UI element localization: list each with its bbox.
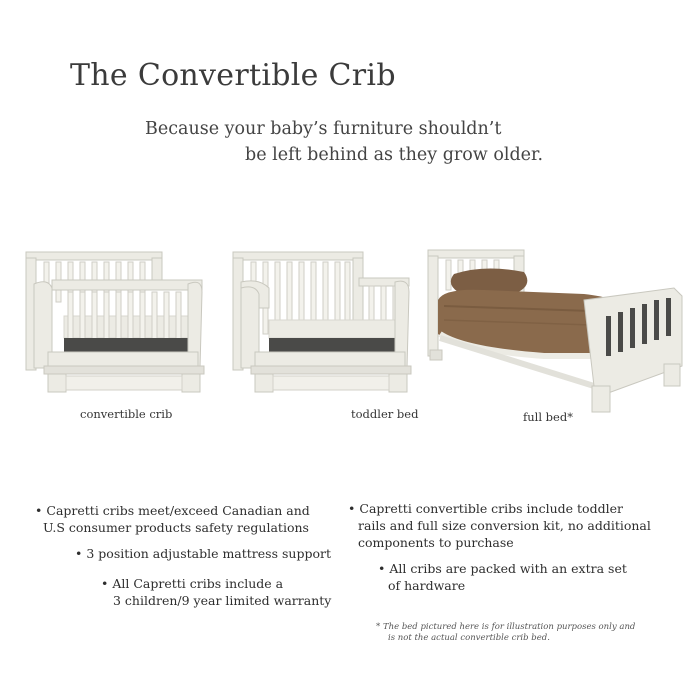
bullet-text-cont: of hardware	[388, 578, 466, 593]
bullet-warranty	[101, 575, 331, 609]
convertible-crib-image	[22, 248, 207, 398]
bullet-text: Capretti cribs meet/exceed Canadian and	[46, 503, 310, 518]
footnote-line-1: The bed pictured here is for illustration purposes only and	[382, 622, 636, 632]
bullet-marker: •	[378, 561, 386, 576]
bullet-mattress	[75, 545, 331, 562]
bullet-text-cont: components to purchase	[358, 535, 514, 550]
bullet-text: 3 position adjustable mattress support	[86, 546, 331, 561]
bullet-conversion-kit	[348, 500, 651, 551]
bullet-text: All cribs are packed with an extra set	[389, 561, 627, 576]
bullet-marker: •	[75, 546, 83, 561]
page-title: The Convertible Crib	[70, 58, 396, 93]
footnote-line-2: is not the actual convertible crib bed.	[388, 633, 550, 643]
footnote	[376, 622, 635, 644]
bullet-text-cont: 3 children/9 year limited warranty	[113, 593, 332, 608]
bullet-marker: •	[348, 501, 356, 516]
bullet-marker: •	[35, 503, 43, 518]
caption-convertible-crib: convertible crib	[80, 407, 173, 421]
footnote-marker: *	[376, 622, 381, 632]
bullet-text: Capretti convertible cribs include toddler	[359, 501, 623, 516]
caption-full-bed: full bed*	[523, 410, 573, 424]
caption-toddler-bed: toddler bed	[351, 407, 419, 421]
subtitle-line-2: be left behind as they grow older.	[245, 145, 544, 165]
bullet-text-cont: U.S consumer products safety regulations	[43, 520, 309, 535]
full-bed-image	[424, 246, 690, 421]
bullet-text-cont: rails and full size conversion kit, no additional	[358, 518, 651, 533]
bullet-safety	[35, 502, 310, 536]
toddler-bed-image	[229, 248, 414, 398]
subtitle-line-1: Because your baby’s furniture shouldn’t	[145, 119, 502, 139]
bullet-text: All Capretti cribs include a	[112, 576, 284, 591]
bullet-marker: •	[101, 576, 109, 591]
bullet-hardware	[378, 560, 627, 594]
